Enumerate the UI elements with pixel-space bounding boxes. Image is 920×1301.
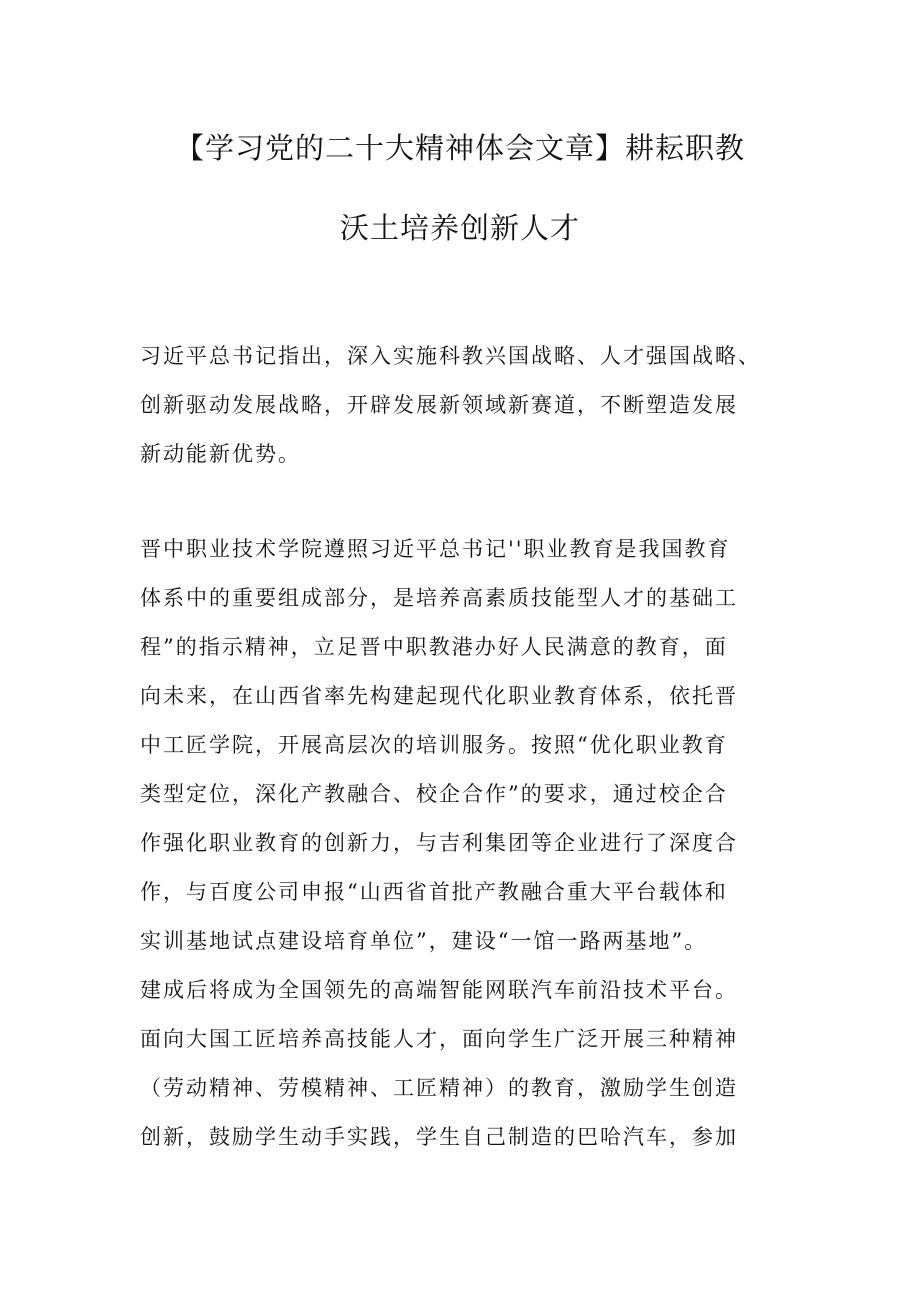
body-paragraph-1: 习近平总书记指出，深入实施科教兴国战略、人才强国战略、 创新驱动发展战略，开辟发展新领域新赛道，不断塑造发展 新动能新优势。 (140, 344, 761, 466)
document-title (0, 126, 920, 250)
title-line-1: 【学习党的二十大精神体会文章】耕耘职教 (174, 131, 745, 165)
body-paragraph-2: 晋中职业技术学院遵照习近平总书记''职业教育是我国教育 体系中的重要组成部分，是培养高素质技能型人才的基础工 程”的指示精神，立足晋中职教港办好人民满意的教育，面 向未来，在山西省率先构建起现代化职业教育体系，依托晋 中工匠学院，开展高层次的培训服务。按照“优化职业教育 类型定位，深化产教融合、校企合作”的要求，通过校企合 作强化职业教育的创新力，与吉利集团等企业进行了深度合 作，与百度公司申报“山西省首批产教融合重大平台载体和 实训基地试点建设培育单位”，建设“一馆一路两基地”。 建成后将成为全国领先的高端智能网联汽车前沿技术平台。 面向大国工匠培养高技能人才，面向学生广泛开展三种精神 （劳动精神、劳模精神、工匠精神）的教育，激励学生创造 创新，鼓励学生动手实践，学生自己制造的巴哈汽车，参加 (140, 537, 738, 1149)
title-line-2: 沃土培养创新人才 (339, 211, 580, 245)
